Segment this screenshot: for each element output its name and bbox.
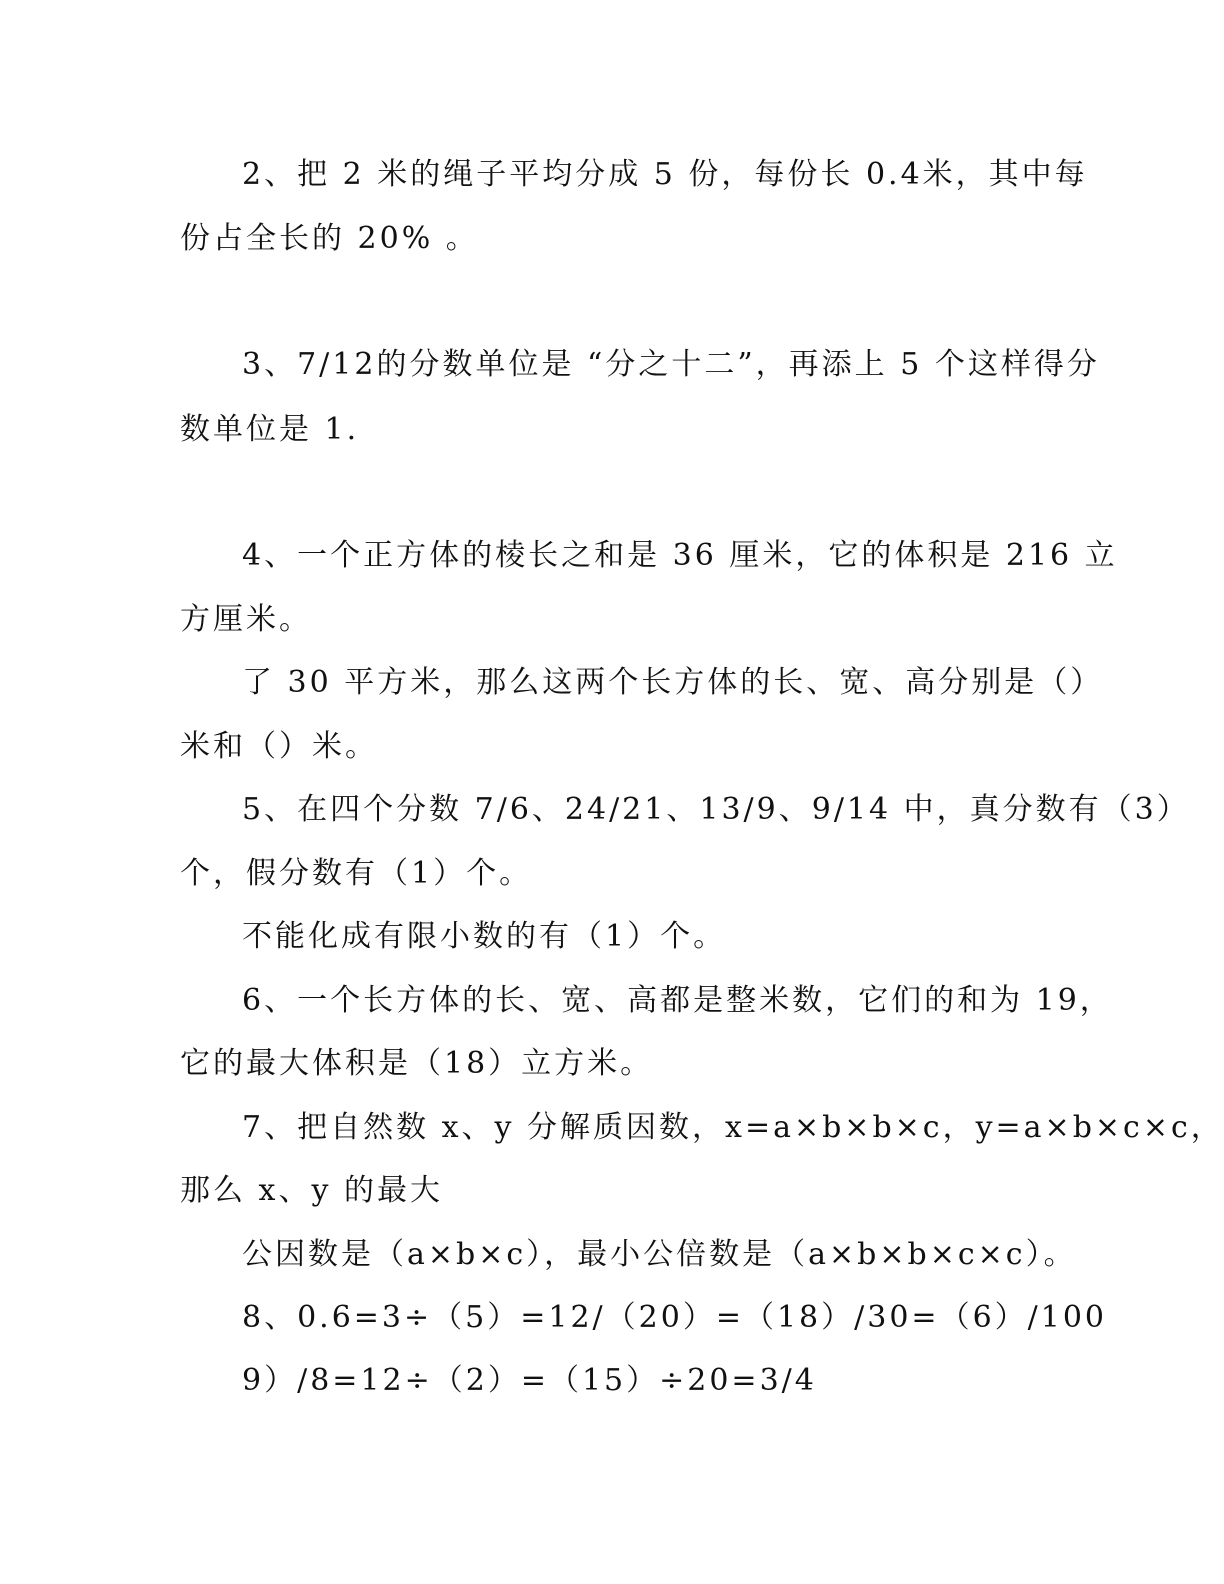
- text-line-q6-part2: 它的最大体积是（18）立方米。: [180, 1046, 654, 1081]
- text-line-cuboid-part1: 了 30 平方米，那么这两个长方体的长、宽、高分别是（）: [242, 665, 1104, 700]
- text-line-q2-part1: 2、把 2 米的绳子平均分成 5 份，每份长 0.4米，其中每: [242, 157, 1088, 192]
- text-line-q2-part2: 份占全长的 20% 。: [180, 221, 479, 256]
- text-line-q7-part2: 那么 x、y 的最大: [180, 1173, 443, 1208]
- text-line-q5-part2: 个，假分数有（1）个。: [180, 856, 533, 891]
- text-line-q8: 8、0.6=3÷（5）=12/（20）=（18）/30=（6）/100: [242, 1300, 1108, 1335]
- text-line-q9: 9）/8=12÷（2）=（15）÷20=3/4: [242, 1363, 817, 1398]
- text-line-q6-part1: 6、一个长方体的长、宽、高都是整米数，它们的和为 19，: [242, 983, 1113, 1018]
- text-line-q3-part1: 3、7/12的分数单位是 “分之十二”，再添上 5 个这样得分: [242, 347, 1100, 382]
- text-line-q5-part1: 5、在四个分数 7/6、24/21、13/9、9/14 中，真分数有（3）: [242, 792, 1190, 827]
- text-line-q7-part3: 公因数是（a×b×c），最小公倍数是（a×b×b×c×c）。: [242, 1237, 1077, 1272]
- text-line-cuboid-part2: 米和（）米。: [180, 729, 378, 764]
- text-line-q3-part2: 数单位是 1.: [180, 412, 360, 447]
- text-line-q4-part1: 4、一个正方体的棱长之和是 36 厘米，它的体积是 216 立: [242, 538, 1118, 573]
- text-line-q4-part2: 方厘米。: [180, 602, 312, 637]
- text-line-q5-part3: 不能化成有限小数的有（1）个。: [242, 919, 727, 954]
- text-line-q7-part1: 7、把自然数 x、y 分解质因数，x=a×b×b×c，y=a×b×c×c，: [242, 1110, 1224, 1145]
